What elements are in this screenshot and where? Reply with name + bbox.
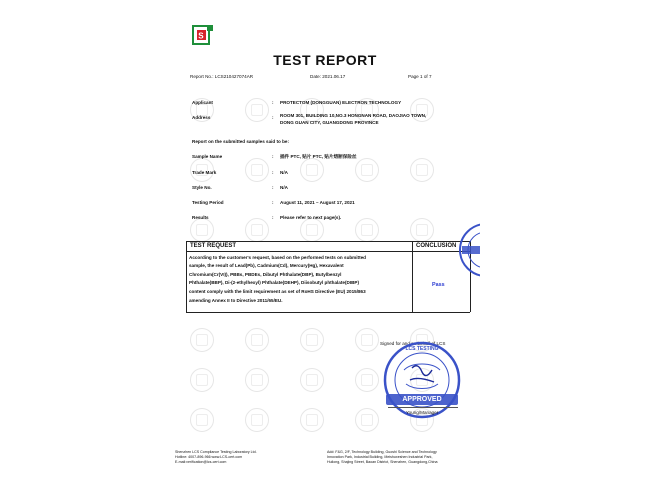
request-line: sample, the result of Lead(Pb), Cadmium(Cd), Mercury(Hg), Hexavalent [189,263,344,268]
sample-name-colon: : [272,154,274,159]
sample-name-value: 插件 PTC, 贴片 PTC, 贴片熔断保险丝 [280,154,357,159]
address-line-2: DONG GUAN CITY, GUANGDONG PROVINCE [280,120,379,125]
footer-left-line: E-mail:verification@lcs-cert.com [175,460,227,464]
lcs-logo [192,24,214,46]
style-no-label: Style No. [192,185,212,190]
style-no-colon: : [272,185,274,190]
conclusion-value: Pass [432,282,445,288]
stamp-approved-text: APPROVED [402,396,442,403]
address-label: Address [192,115,211,120]
page-number: Page 1 of 7 [408,74,432,79]
results-colon: : [272,215,274,220]
style-no-value: N/A [280,185,288,190]
request-line: According to the customer's request, based on the performed tests on submitted [189,255,366,260]
testing-period-label: Testing Period [192,200,224,205]
testing-period-colon: : [272,200,274,205]
svg-text:S: S [198,31,204,41]
stamp-ring-text: LCS TESTING [405,346,439,352]
sample-name-label: Sample Name [192,154,223,159]
request-line: Phthalate(BBP), Di-(2-ethylhexyl) Phthalate(DEHP), Diisobutyl phthalate(DIBP) [189,280,359,285]
trade-mark-value: N/A [280,170,288,175]
testing-period-value: August 11, 2021 – August 17, 2021 [280,200,355,205]
trade-mark-colon: : [272,170,274,175]
applicant-label: Applicant [192,100,213,105]
results-label: Results [192,215,209,220]
samples-intro: Report on the submitted samples said to be: [192,139,289,144]
conclusion-header: CONCLUSION [416,243,457,249]
report-date: Date: 2021.06.17 [310,74,346,79]
applicant-colon: : [272,100,274,105]
footer-right-line: Innovation Park, Industrial Building, Meishuxeshen Industrial Park, [327,455,433,459]
signature-line [388,407,458,408]
footer-left-line: Hotline: 4007-896-966 www.LCS-cert.com [175,455,243,459]
report-number: Report No.: LCS210427074AR [190,74,254,79]
results-value: Please refer to next page(s). [280,215,342,220]
request-line: amending Annex II to Directive 2011/65/EU. [189,298,283,303]
signed-for-text: Signed for and on behalf of LCS [380,341,446,346]
address-line-1: ROOM 301, BUILDING 10,NO.3 HONGNAN ROAD, DAOJIAO TOWN, [280,113,427,118]
approval-stamp-main [382,340,462,420]
footer-right-line: Add: F&G, 2/F, Technology Building, Guoshi Science and Technology [327,450,437,454]
signer-name: Young/Manager [406,410,439,415]
stamp-graphic [382,340,462,420]
request-line: content comply with the limit requirement as set of RoHS Directive (EU) 2015/863 [189,289,366,294]
applicant-value: PROTECTOM (DONGGUAN) ELECTRON TECHNOLOGY [280,100,402,105]
address-colon: : [272,115,274,120]
trade-mark-label: Trade Mark [192,170,217,175]
approval-stamp-side [452,222,480,278]
test-request-header: TEST REQUEST [190,243,237,249]
footer-left-line: Shenzhen LCS Compliance Testing Laboratory Ltd. [175,450,257,454]
footer-right-line: Huilong, Shajing Street, Baoan District, Shenzhen, Guangdong,China [327,460,438,464]
report-title: TEST REPORT [273,52,377,68]
report-page [170,18,480,470]
request-line: Chromium(Cr(VI)), PBBs, PBDEs, Dibutyl Phthalate(DBP), Butylbenzyl [189,272,342,277]
